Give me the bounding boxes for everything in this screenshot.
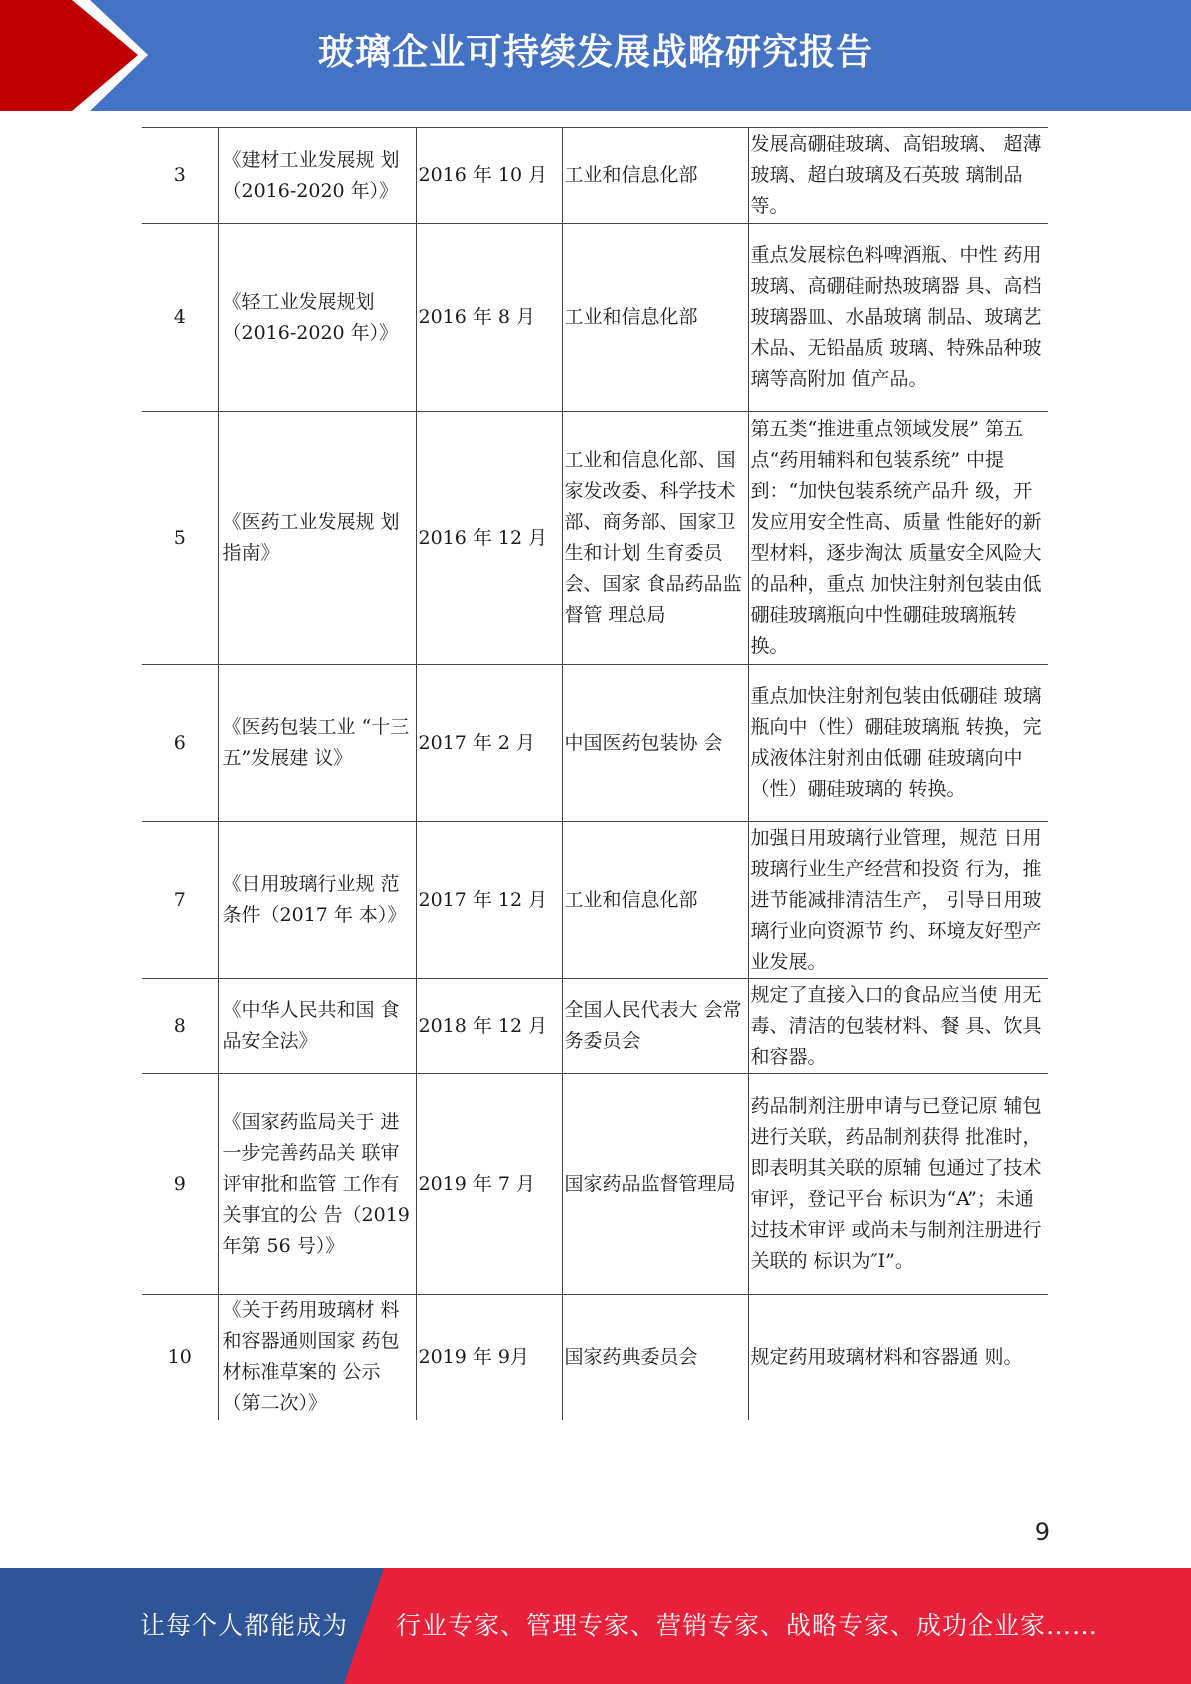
table-row: [142, 224, 1048, 412]
policy-name: 《关于药用玻璃材 料和容器通则国家 药包材标准草案的 公示（第二次）》: [218, 1295, 416, 1420]
issuing-department: 工业和信息化部: [562, 224, 748, 412]
row-number: 4: [142, 224, 218, 412]
footer-slogan-left: 让每个人都能成为: [140, 1611, 349, 1640]
row-number: 8: [142, 979, 218, 1074]
policy-name: 《日用玻璃行业规 范条件（2017 年 本）》: [218, 822, 416, 979]
row-number: 10: [142, 1295, 218, 1420]
footer-slogan-right: 行业专家、管理专家、营销专家、战略专家、成功企业家……: [396, 1611, 1099, 1640]
policy-content: 发展高硼硅玻璃、高铝玻璃、 超薄玻璃、超白玻璃及石英玻 璃制品等。: [748, 128, 1048, 224]
table-row: [142, 1074, 1048, 1295]
policy-name: 《国家药监局关于 进一步完善药品关 联审评审批和监管 工作有关事宜的公 告（2019 年第 56 号）》: [218, 1074, 416, 1295]
table-row: [142, 412, 1048, 665]
issue-date: 2018 年 12 月: [416, 979, 562, 1074]
page-footer: [0, 1568, 1191, 1684]
issue-date: 2017 年 12 月: [416, 822, 562, 979]
page-number: 9: [1034, 1518, 1050, 1546]
policy-content: 重点加快注射剂包装由低硼硅 玻璃瓶向中（性）硼硅玻璃瓶 转换，完成液体注射剂由低硼 硅玻璃向中（性）硼硅玻璃的 转换。: [748, 665, 1048, 822]
policy-content: 规定药用玻璃材料和容器通 则。: [748, 1295, 1048, 1420]
row-number: 7: [142, 822, 218, 979]
policy-name: 《轻工业发展规划（2016-2020 年）》: [218, 224, 416, 412]
policy-name: 《医药工业发展规 划指南》: [218, 412, 416, 665]
issuing-department: 工业和信息化部: [562, 822, 748, 979]
policy-name: 《建材工业发展规 划（2016-2020 年）》: [218, 128, 416, 224]
issuing-department: 国家药品监督管理局: [562, 1074, 748, 1295]
issue-date: 2019 年 7 月: [416, 1074, 562, 1295]
issue-date: 2016 年 10 月: [416, 128, 562, 224]
row-number: 5: [142, 412, 218, 665]
policy-table: [142, 127, 1048, 1420]
policy-content: 第五类“推进重点领域发展” 第五点“药用辅料和包装系统” 中提到：“加快包装系统产品升 级，开发应用安全性高、质量 性能好的新型材料，逐步淘汰 质量安全风险大的品种，重点 加快注射剂包装由低硼硅玻璃瓶向中性硼硅玻璃瓶转换。: [748, 412, 1048, 665]
issue-date: 2019 年 9月: [416, 1295, 562, 1420]
report-title: 玻璃企业可持续发展战略研究报告: [317, 32, 873, 73]
table-row: [142, 1295, 1048, 1420]
issuing-department: 工业和信息化部、国家发改委、科学技术部、商务部、国家卫生和计划 生育委员会、国家 食品药品监督管 理总局: [562, 412, 748, 665]
policy-content: 加强日用玻璃行业管理，规范 日用玻璃行业生产经营和投资 行为，推进节能减排清洁生产， 引导日用玻璃行业向资源节 约、环境友好型产业发展。: [748, 822, 1048, 979]
issuing-department: 全国人民代表大 会常务委员会: [562, 979, 748, 1074]
table-row: [142, 665, 1048, 822]
issue-date: 2016 年 8 月: [416, 224, 562, 412]
table-row: [142, 822, 1048, 979]
issue-date: 2016 年 12 月: [416, 412, 562, 665]
issuing-department: 中国医药包装协 会: [562, 665, 748, 822]
policy-name: 《中华人民共和国 食品安全法》: [218, 979, 416, 1074]
table-row: [142, 128, 1048, 224]
policy-content: 规定了直接入口的食品应当使 用无毒、清洁的包装材料、餐 具、饮具和容器。: [748, 979, 1048, 1074]
policy-content: 重点发展棕色料啤酒瓶、中性 药用玻璃、高硼硅耐热玻璃器 具、高档玻璃器皿、水晶玻璃 制品、玻璃艺术品、无铅晶质 玻璃、特殊品种玻璃等高附加 值产品。: [748, 224, 1048, 412]
row-number: 6: [142, 665, 218, 822]
row-number: 9: [142, 1074, 218, 1295]
issuing-department: 工业和信息化部: [562, 128, 748, 224]
row-number: 3: [142, 128, 218, 224]
issue-date: 2017 年 2 月: [416, 665, 562, 822]
table-row: [142, 979, 1048, 1074]
policy-content: 药品制剂注册申请与已登记原 辅包进行关联，药品制剂获得 批准时，即表明其关联的原辅 包通过了技术审评，登记平台 标识为“A”；未通过技术审评 或尚未与制剂注册进行关联的 标识为″I”。: [748, 1074, 1048, 1295]
page-header: [0, 0, 1191, 111]
policy-name: 《医药包装工业 “十三五”发展建 议》: [218, 665, 416, 822]
issuing-department: 国家药典委员会: [562, 1295, 748, 1420]
